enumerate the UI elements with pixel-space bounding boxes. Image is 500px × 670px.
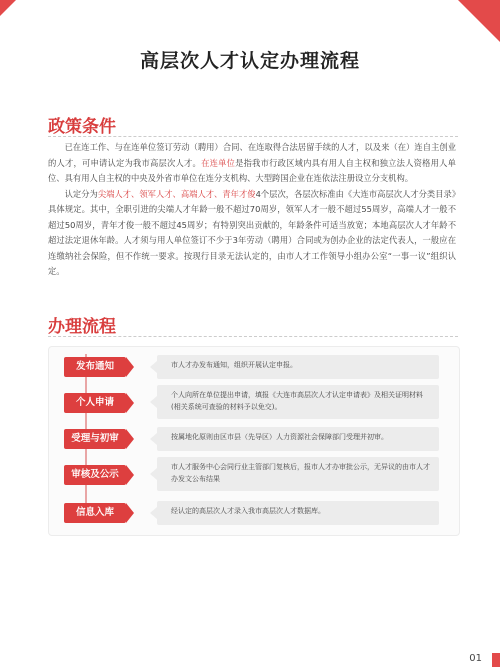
step-description: 经认定的高层次人才录入我市高层次人才数据库。 (171, 507, 325, 515)
corner-decoration-left (0, 0, 16, 16)
page-title: 高层次人才认定办理流程 (139, 50, 360, 72)
step-description-box (157, 385, 439, 419)
step-arrow-icon (126, 393, 134, 413)
step-label: 受理与初审 (64, 429, 126, 449)
step-description: 市人才办发布通知，组织开展认定申报。 (171, 361, 297, 369)
policy-paragraph-1 (48, 140, 456, 187)
notch-icon (150, 507, 157, 519)
step-arrow-icon (126, 465, 134, 485)
step-description-box (157, 457, 439, 491)
step-arrow-icon (126, 357, 134, 377)
policy-p1-text-a: 已在连工作、与在连单位签订劳动（聘用）合同、在连取得合法居留手续的人才，以及来（在）连自主创业的人才，可申请认定为我市高层次人才。 (48, 142, 456, 168)
step-description-box (157, 427, 439, 451)
step-description: 个人向所在单位提出申请，填报《大连市高层次人才认定申请表》及相关证明材料(相关系统可查验的材料予以免交)。 (171, 391, 423, 411)
policy-body (48, 140, 456, 280)
step-description-box (157, 355, 439, 379)
step-description: 按属地化原则由区市县（先导区）人力资源社会保障部门受理并初审。 (171, 433, 388, 441)
process-heading: 办理流程 (48, 317, 116, 337)
corner-decoration-right (458, 0, 500, 42)
step-label: 审核及公示 (64, 465, 126, 485)
page-number-bar (492, 653, 500, 667)
policy-p2-text-b: 4个层次，各层次标准由《大连市高层次人才分类目录》具体规定。其中，全职引进的尖端人才年龄一般不超过70周岁，领军人才一般不超过55周岁，高端人才一般不超过50周岁，青年才俊一般不超过45周岁；有特别突出贡献的，年龄条件可适当放宽；本地高层次人才年龄不超过法定退休年龄。人才须与用人单位签订不少于3年劳动（聘用）合同或为创办企业的法定代表人，一般应在连缴纳社会保险，但不作统一要求。按现行目录无法认定的，由市人才工作领导小组办公室“一事一议”组织认定。 (48, 188, 456, 276)
policy-paragraph-2 (48, 187, 456, 280)
process-divider (48, 336, 458, 337)
policy-heading: 政策条件 (48, 117, 116, 137)
policy-divider (48, 136, 458, 137)
notch-icon (150, 468, 157, 480)
step-description-box (157, 501, 439, 525)
step-arrow-icon (126, 503, 134, 523)
step-arrow-icon (126, 429, 134, 449)
step-label: 发布通知 (64, 357, 126, 377)
policy-p2-highlight: 尖端人才、领军人才、高端人才、青年才俊 (97, 188, 256, 199)
step-description: 市人才服务中心会同行业主管部门复核后，报市人才办审批公示，无异议的由市人才办发文公布结果 (171, 463, 430, 483)
notch-icon (150, 433, 157, 445)
step-label: 个人申请 (64, 393, 126, 413)
policy-p2-text-a: 认定分为 (64, 188, 98, 199)
notch-icon (150, 396, 157, 408)
process-flow (48, 346, 460, 536)
policy-p1-highlight: 在连单位 (201, 157, 236, 168)
notch-icon (150, 361, 157, 373)
policy-p1-text-b: 是指我市行政区域内具有用人自主权和独立法人资格用人单位、具有用人自主权的中央及外省市单位在连分支机构、大型跨国企业在连依法注册设立分支机构。 (48, 157, 456, 183)
page-number: 01 (469, 653, 482, 664)
step-label: 信息入库 (64, 503, 126, 523)
